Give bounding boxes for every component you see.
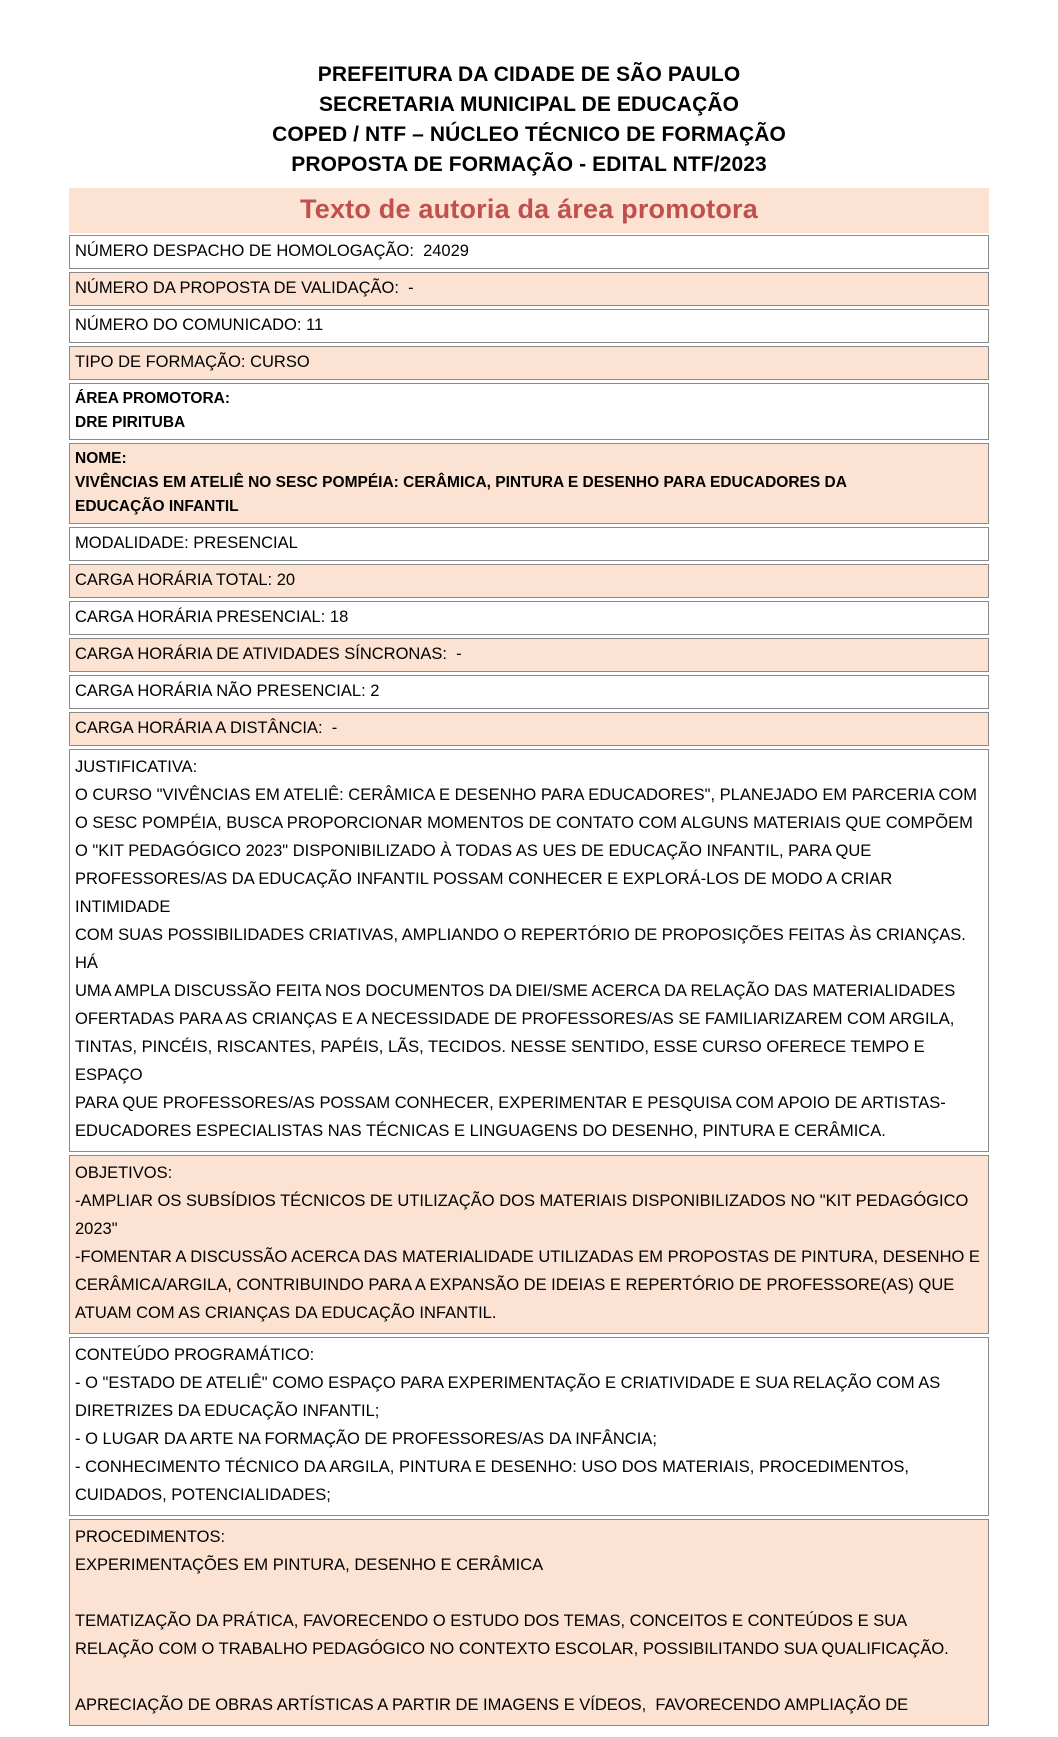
row-line: DIRETRIZES DA EDUCAÇÃO INFANTIL; [75,1402,380,1420]
header-line-secretaria: SECRETARIA MUNICIPAL DE EDUCAÇÃO [318,93,740,116]
title-band-text: Texto de autoria da área promotora [300,194,758,224]
row-line: - O LUGAR DA ARTE NA FORMAÇÃO DE PROFESSORES/AS DA INFÂNCIA; [75,1430,657,1448]
row-label: CARGA HORÁRIA DE ATIVIDADES SÍNCRONAS: - [75,645,462,663]
row-line: EDUCADORES ESPECIALISTAS NAS TÉCNICAS E LINGUAGENS DO DESENHO, PINTURA E CERÂMICA. [75,1122,886,1140]
row-line: 2023" [75,1220,118,1238]
row-line: APRECIAÇÃO DE OBRAS ARTÍSTICAS A PARTIR DE IMAGENS E VÍDEOS, FAVORECENDO AMPLIAÇÃO DE [75,1696,909,1714]
row-line: TINTAS, PINCÉIS, RISCANTES, PAPÉIS, LÃS, TECIDOS. NESSE SENTIDO, ESSE CURSO OFERECE TEMPO E ESPAÇO [75,1038,930,1084]
row-label: CARGA HORÁRIA PRESENCIAL: 18 [75,608,349,626]
table-row-numero-comunicado [69,309,989,343]
row-line: O CURSO "VIVÊNCIAS EM ATELIÊ: CERÂMICA E DESENHO PARA EDUCADORES", PLANEJADO EM PARCERIA COM [75,786,977,804]
row-line: TEMATIZAÇÃO DA PRÁTICA, FAVORECENDO O ESTUDO DOS TEMAS, CONCEITOS E CONTEÚDOS E SUA [75,1612,908,1630]
row-label: CONTEÚDO PROGRAMÁTICO: [75,1346,315,1364]
row-line [75,1663,984,1691]
header-line-coped-ntf: COPED / NTF – NÚCLEO TÉCNICO DE FORMAÇÃO [272,123,786,146]
table-row-carga-horaria-presencial [69,601,989,635]
row-line: PARA QUE PROFESSORES/AS POSSAM CONHECER, EXPERIMENTAR E PESQUISA COM APOIO DE ARTISTAS- [75,1094,946,1112]
table-row-carga-horaria-atividades-sincronas [69,638,989,672]
row-label: CARGA HORÁRIA NÃO PRESENCIAL: 2 [75,682,380,700]
row-line: O "KIT PEDAGÓGICO 2023" DISPONIBILIZADO À TODAS AS UES DE EDUCAÇÃO INFANTIL, PARA QUE [75,842,872,860]
row-line: -AMPLIAR OS SUBSÍDIOS TÉCNICOS DE UTILIZAÇÃO DOS MATERIAIS DISPONIBILIZADOS NO "KIT PEDAGÓGICO [75,1192,969,1210]
row-label: NOME: [75,450,127,467]
row-line: - O "ESTADO DE ATELIÊ" COMO ESPAÇO PARA EXPERIMENTAÇÃO E CRIATIVIDADE E SUA RELAÇÃO COM AS [75,1374,941,1392]
table-row-numero-despacho-homologacao [69,235,989,269]
table-row-numero-proposta-validacao [69,272,989,306]
table-row-tipo-de-formacao [69,346,989,380]
proposal-table [69,233,989,1726]
row-line: CUIDADOS, POTENCIALIDADES; [75,1486,331,1504]
row-label: NÚMERO DESPACHO DE HOMOLOGAÇÃO: 24029 [75,242,469,260]
row-label: CARGA HORÁRIA A DISTÂNCIA: - [75,719,338,737]
row-line: VIVÊNCIAS EM ATELIÊ NO SESC POMPÉIA: CERÂMICA, PINTURA E DESENHO PARA EDUCADORES DA [75,474,847,491]
row-line: -FOMENTAR A DISCUSSÃO ACERCA DAS MATERIALIDADE UTILIZADAS EM PROPOSTAS DE PINTURA, DESENHO E [75,1248,980,1266]
row-line: CERÂMICA/ARGILA, CONTRIBUINDO PARA A EXPANSÃO DE IDEIAS E REPERTÓRIO DE PROFESSORE(AS) QUE [75,1276,955,1294]
row-label: PROCEDIMENTOS: [75,1528,226,1546]
header-line-prefeitura: PREFEITURA DA CIDADE DE SÃO PAULO [317,63,741,86]
row-label: JUSTIFICATIVA: [75,758,198,776]
row-label: CARGA HORÁRIA TOTAL: 20 [75,571,296,589]
table-row-modalidade [69,527,989,561]
bottom-spacer [0,1729,1058,1737]
row-line: ATUAM COM AS CRIANÇAS DA EDUCAÇÃO INFANTIL. [75,1304,497,1322]
row-line: COM SUAS POSSIBILIDADES CRIATIVAS, AMPLIANDO O REPERTÓRIO DE PROPOSIÇÕES FEITAS ÀS CRIANÇAS. HÁ [75,926,971,972]
table-row-area-promotora [69,383,989,440]
table-row-conteudo-programatico [69,1337,989,1516]
row-line: RELAÇÃO COM O TRABALHO PEDAGÓGICO NO CONTEXTO ESCOLAR, POSSIBILITANDO SUA QUALIFICAÇÃO. [75,1640,949,1658]
table-row-justificativa [69,749,989,1152]
table-row-nome-da-formacao [69,443,989,524]
row-line: EXPERIMENTAÇÕES EM PINTURA, DESENHO E CERÂMICA [75,1556,544,1574]
title-band [69,188,989,233]
table-row-carga-horaria-a-distancia [69,712,989,746]
row-label: OBJETIVOS: [75,1164,173,1182]
header-line-proposta-edital: PROPOSTA DE FORMAÇÃO - EDITAL NTF/2023 [291,153,767,176]
table-row-carga-horaria-total [69,564,989,598]
row-line: OFERTADAS PARA AS CRIANÇAS E A NECESSIDADE DE PROFESSORES/AS SE FAMILIARIZAREM COM ARGILA, [75,1010,955,1028]
document-header [0,0,1058,180]
row-label: NÚMERO DA PROPOSTA DE VALIDAÇÃO: - [75,279,414,297]
row-label: NÚMERO DO COMUNICADO: 11 [75,316,324,334]
row-line [75,1579,984,1607]
row-label: MODALIDADE: PRESENCIAL [75,534,298,552]
table-row-objetivos [69,1155,989,1334]
row-line: PROFESSORES/AS DA EDUCAÇÃO INFANTIL POSSAM CONHECER E EXPLORÁ-LOS DE MODO A CRIAR INTIMIDADE [75,870,897,916]
row-line: O SESC POMPÉIA, BUSCA PROPORCIONAR MOMENTOS DE CONTATO COM ALGUNS MATERIAIS QUE COMPÕEM [75,814,973,832]
row-line: - CONHECIMENTO TÉCNICO DA ARGILA, PINTURA E DESENHO: USO DOS MATERIAIS, PROCEDIMENTOS, [75,1458,909,1476]
row-label: ÁREA PROMOTORA: [75,390,230,407]
table-row-carga-horaria-nao-presencial [69,675,989,709]
row-line: EDUCAÇÃO INFANTIL [75,498,239,515]
row-label: TIPO DE FORMAÇÃO: CURSO [75,353,310,371]
row-line: UMA AMPLA DISCUSSÃO FEITA NOS DOCUMENTOS DA DIEI/SME ACERCA DA RELAÇÃO DAS MATERIALIDADES [75,982,956,1000]
row-line: DRE PIRITUBA [75,414,186,431]
table-row-procedimentos [69,1519,989,1726]
